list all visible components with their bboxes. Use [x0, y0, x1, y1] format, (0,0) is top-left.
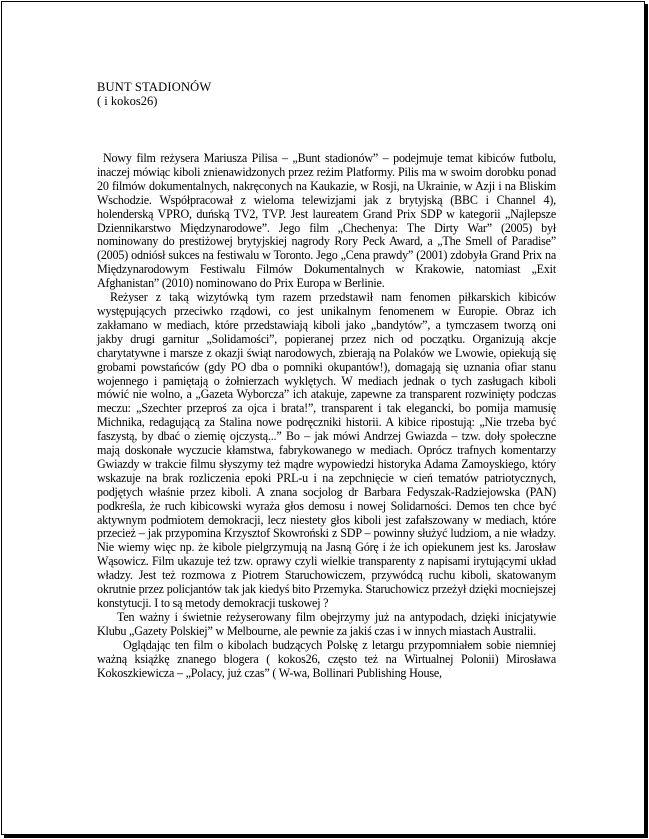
document-content [97, 80, 556, 680]
paragraph-1: Nowy film reżysera Mariusza Pilisa – „Bunt stadionów” – podejmuje temat kibiców futbolu, inaczej mówiąc kiboli znienawidzonych przez reżim Platformy. Pilis ma w swoim dorobku ponad 20 filmów dokumentalnych, nakręconych na Kaukazie, w Rosji, na Ukrainie, w Azji i na Bliskim Wschodzie. Współpracował z wieloma telewizjami jak z brytyjską (BBC i Channel 4), holenderską VPRO, duńską TV2, TVP. Jest laureatem Grand Prix SDP w kategorii „Najlepsze Dziennikarstwo Międzynarodowe”. Jego film „Chechenya: The Dirty War” (2005) był nominowany do prestiżowej brytyjskiej nagrody Rory Peck Award, a „The Smell of Paradise” (2005) odniósł sukces na festiwalu w Toronto. Jego „Cena prawdy” (2001) zdobyła Grand Prix na Międzynarodowym Festiwalu Filmów Dokumentalnych w Krakowie, natomiast „Exit Afghanistan” (2010) nominowano do Prix Europa w Berlinie. [97, 151, 556, 291]
article-author: ( i kokos26) [97, 94, 158, 108]
paragraph-2: Reżyser z taką wizytówką tym razem przedstawił nam fenomen piłkarskich kibiców występujących przeciwko rządowi, co jest unikalnym fenomenem w Europie. Obraz ich zakłamano w mediach, które przedstawiają kiboli jako „bandytów”, a tymczasem tworzą oni jakby drugi garnitur „Solidamości”, popieranej przez nich od początku. Organizują akcje charytatywne i marsze z okazji świąt narodowych, zbierają na Polaków we Lwowie, opiekują się grobami powstańców (gdy PO dba o pomniki okupantów!), domagają się uznania ofiar stanu wojennego i pamiętają o żołnierzach wyklętych. W mediach jednak o tych zasługach kiboli mówić nie wolno, a „Gazeta Wyborcza” ich atakuje, zapewne za transparent rozwinięty podczas meczu: „Szechter przeproś za ojca i brata!”, transparent i tak elegancki, bo pomija mamusię Michnika, redagującą za Stalina nowe podręczniki historii. A kibice ripostują: „Nie trzeba być faszystą, by dbać o ziemię ojczystą...” Bo – jak mówi Andrzej Gwiazda – tzw. doły społeczne mają doskonałe wyczucie kłamstwa, fabrykowanego w mediach. Oprócz trafnych komentarzy Gwiazdy w trakcie filmu słyszymy też mądre wypowiedzi historyka Adama Zamoyskiego, który wskazuje na brak rozliczenia epoki PRL-u i na zepchnięcie w cień tematów patriotycznych, podjętych właśnie przez kiboli. A znana socjolog dr Barbara Fedyszak-Radziejowska (PAN) podkreśla, że ruch kibicowski wyraża głos demosu i nowej Solidarności. Demos ten chce być aktywnym podmiotem demokracji, lecz niestety głos kiboli jest zafałszowany w mediach, które przecież – jak przypomina Krzysztof Skowroński z SDP – powinny służyć ludziom, a nie władzy. Nie wiemy więc np. że kibole pielgrzymują na Jasną Górę i że ich opiekunem jest ks. Jarosław Wąsowicz. Film ukazuje też tzw. oprawy czyli wielkie transparenty z napisami irytującymi układ władzy. Jest też rozmowa z Piotrem Staruchowiczem, przywódcą ruchu kiboli, skatowanym okrutnie przez policjantów tak jak kiedyś bito Przemyka. Staruchowicz przeżył dzięki mocniejszej konstytucji. I to są metody demokracji tuskowej ? [97, 290, 556, 610]
paragraph-4: Oglądając ten film o kibolach budzących Polskę z letargu przypomniałem sobie niemniej ważną książkę znanego blogera ( kokos26, często też na Wirtualnej Polonii) Mirosława Kokoszkiewicza – „Polacy, już czas” ( W-wa, Bollinari Publishing House, [97, 637, 556, 680]
paragraph-3: Ten ważny i świetnie reżyserowany film obejrzymy już na antypodach, dzięki inicjatywie Klubu „Gazety Polskiej” w Melbourne, ale pewnie za jakiś czas i w innych miastach Australii. [97, 609, 556, 638]
article-title: BUNT STADIONÓW [97, 80, 212, 94]
document-page [1, 1, 645, 835]
